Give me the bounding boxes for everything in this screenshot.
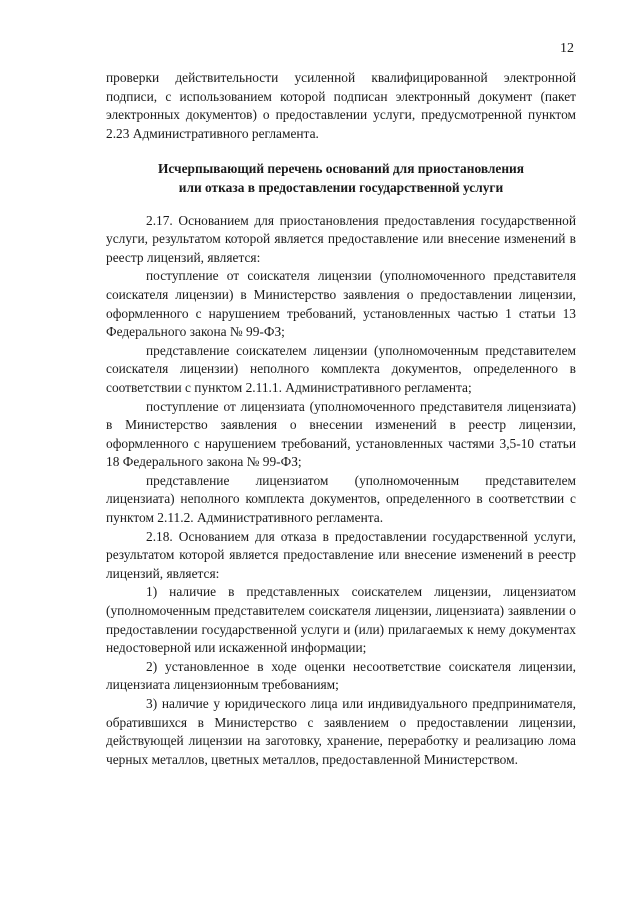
section-heading-line-2: или отказа в предоставлении государственной услуги [178, 179, 504, 195]
intro-paragraph: проверки действительности усиленной квалифицированной электронной подписи, с использованием которой подписан электронный документ (пакет электронных документов) о предоставлении услуги, предусмотренной пунктом 2.23 Административного регламента. [106, 70, 576, 141]
paragraph-2-18: 2.18. Основанием для отказа в предоставлении государственной услуги, результатом которой является предоставление или внесение изменений в реестр лицензий, является: [106, 528, 576, 581]
paragraph-suspension-reason-3: поступление от лицензиата (уполномоченного представителя лицензиата) в Министерство заявления о внесении изменений в реестр лицензии, оформленного с нарушением требований, установленных частями 3,5-10 статьи 18 Федерального закона № 99-ФЗ; [106, 398, 576, 470]
document-body [106, 69, 576, 769]
page-number: 12 [560, 41, 574, 56]
paragraph-suspension-reason-4: представление лицензиатом (уполномоченным представителем лицензиата) неполного комплекта документов, определенного в соответствии с пунктом 2.11.2. Административного регламента. [106, 472, 576, 526]
paragraph-2-17: 2.17. Основанием для приостановления предоставления государственной услуги, результатом которой является предоставление или внесение изменений в реестр лицензий, является: [106, 212, 576, 265]
paragraph-suspension-reason-1: поступление от соискателя лицензии (уполномоченного представителя соискателя лицензии) в Министерство заявления о предоставлении лицензии, оформленного с нарушением требований, установленных частью 1 статьи 13 Федерального закона № 99-ФЗ; [106, 268, 576, 340]
paragraph-refusal-reason-1: 1) наличие в представленных соискателем лицензии, лицензиатом (уполномоченным представителем соискателя лицензии, лицензиата) заявлении о предоставлении государственной услуги и (или) прилагаемых к нему документах недостоверной или искаженной информации; [106, 584, 576, 656]
section-heading-line-1: Исчерпывающий перечень оснований для приостановления [157, 161, 525, 177]
section-heading [106, 160, 576, 197]
paragraph-suspension-reason-2: представление соискателем лицензии (уполномоченным представителем соискателя лицензии) неполного комплекта документов, определенного в соответствии с пунктом 2.11.1. Административного регламента; [106, 342, 576, 395]
paragraph-refusal-reason-3: 3) наличие у юридического лица или индивидуального предпринимателя, обратившихся в Министерство с заявлением о предоставлении лицензии, действующей лицензии на заготовку, хранение, переработку и реализацию лома черных металлов, цветных металлов, предоставленной Министерством. [106, 696, 576, 767]
paragraph-refusal-reason-2: 2) установленное в ходе оценки несоответствие соискателя лицензии, лицензиата лицензионным требованиям; [106, 658, 576, 693]
